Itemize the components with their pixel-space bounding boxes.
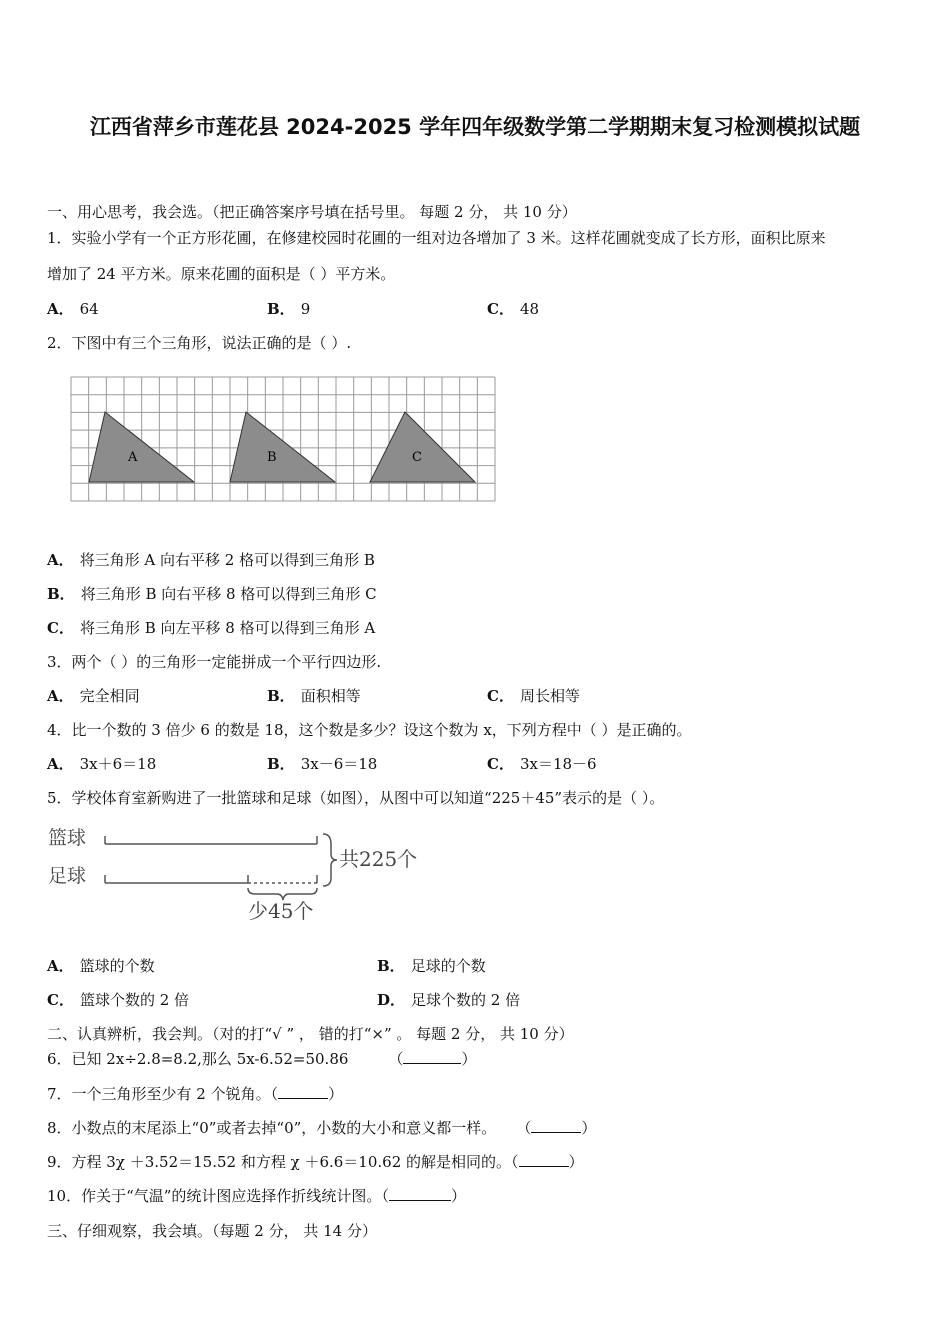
judge-item-8: 8．小数点的末尾添上“0”或者去掉“0”，小数的大小和意义都一样。 （ ） xyxy=(47,1119,597,1137)
q3-text: 3．两个（ ）的三角形一定能拼成一个平行四边形. xyxy=(47,653,382,671)
q3-option-a: A． 完全相同 xyxy=(47,687,140,705)
q1-option-c: C． 48 xyxy=(487,300,540,318)
q2-text: 2．下图中有三个三角形，说法正确的是（ ）. xyxy=(47,334,352,352)
triangle-c-label: C xyxy=(412,450,422,465)
football-label: 足球 xyxy=(48,865,87,887)
judge-item-10: 10．作关于“气温”的统计图应选择作折线统计图。（ ） xyxy=(47,1187,466,1205)
judge-item-9: 9．方程 3χ ＋3.52＝15.52 和方程 χ ＋6.6＝10.62 的解是相同的。（ ） xyxy=(47,1153,584,1171)
section1-heading: 一、用心思考，我会选。（把正确答案序号填在括号里。 每题 2 分， 共 10 分） xyxy=(47,203,577,221)
q3-option-b: B． 面积相等 xyxy=(267,687,361,705)
q2-option-c: C． 将三角形 B 向左平移 8 格可以得到三角形 A xyxy=(47,619,376,637)
q1-option-a: A． 64 xyxy=(47,300,99,318)
q4-option-a: A． 3x＋6＝18 xyxy=(47,755,157,773)
answer-blank-9[interactable] xyxy=(519,1152,569,1167)
q5-option-b: B． 足球的个数 xyxy=(377,957,486,975)
q5-option-a: A． 篮球的个数 xyxy=(47,957,155,975)
ball-bar-diagram xyxy=(45,822,435,922)
q1-line1: 1．实验小学有一个正方形花圃，在修建校园时花圃的一组对边各增加了 3 米。这样花圃就变成了长方形，面积比原来 xyxy=(47,229,826,247)
q4-option-c: C． 3x＝18－6 xyxy=(487,755,597,773)
section2-heading: 二、认真辨析，我会判。（对的打“√ ” ， 错的打“×” 。 每题 2 分， 共 10 分） xyxy=(47,1025,574,1043)
q3-option-c: C． 周长相等 xyxy=(487,687,580,705)
triangle-a-label: A xyxy=(128,450,138,465)
total-label: 共225个 xyxy=(339,847,418,871)
q2-option-b: B． 将三角形 B 向右平移 8 格可以得到三角形 C xyxy=(47,585,377,603)
q4-text: 4．比一个数的 3 倍少 6 的数是 18，这个数是多少？设这个数为 x，下列方程中（ ）是正确的。 xyxy=(47,721,692,739)
page-title: 江西省萍乡市莲花县 2024-2025 学年四年级数学第二学期期末复习检测模拟试题 xyxy=(89,115,861,139)
q5-option-d: D． 足球个数的 2 倍 xyxy=(377,991,521,1009)
q2-option-a: A． 将三角形 A 向右平移 2 格可以得到三角形 B xyxy=(47,551,375,569)
less-label: 少45个 xyxy=(248,899,314,922)
answer-blank-6[interactable] xyxy=(403,1049,461,1064)
judge-item-6: 6．已知 2x÷2.8=8.2,那么 5x-6.52=50.86 （ ） xyxy=(47,1050,477,1068)
basketball-label: 篮球 xyxy=(48,827,87,849)
q5-text: 5．学校体育室新购进了一批篮球和足球（如图），从图中可以知道“225＋45”表示的是（ ）。 xyxy=(47,789,665,807)
answer-blank-8[interactable] xyxy=(531,1118,581,1133)
answer-blank-10[interactable] xyxy=(389,1186,451,1201)
q4-option-b: B． 3x－6＝18 xyxy=(267,755,378,773)
judge-item-7: 7．一个三角形至少有 2 个锐角。（ ） xyxy=(47,1085,344,1103)
section3-heading: 三、仔细观察，我会填。（每题 2 分， 共 14 分） xyxy=(47,1222,377,1240)
q1-line2: 增加了 24 平方米。原来花圃的面积是（ ）平方米。 xyxy=(47,265,396,283)
q5-option-c: C． 篮球个数的 2 倍 xyxy=(47,991,190,1009)
q1-option-b: B． 9 xyxy=(267,300,311,318)
triangle-b-label: B xyxy=(267,450,277,465)
triangle-grid-figure xyxy=(70,376,496,502)
answer-blank-7[interactable] xyxy=(278,1084,328,1099)
